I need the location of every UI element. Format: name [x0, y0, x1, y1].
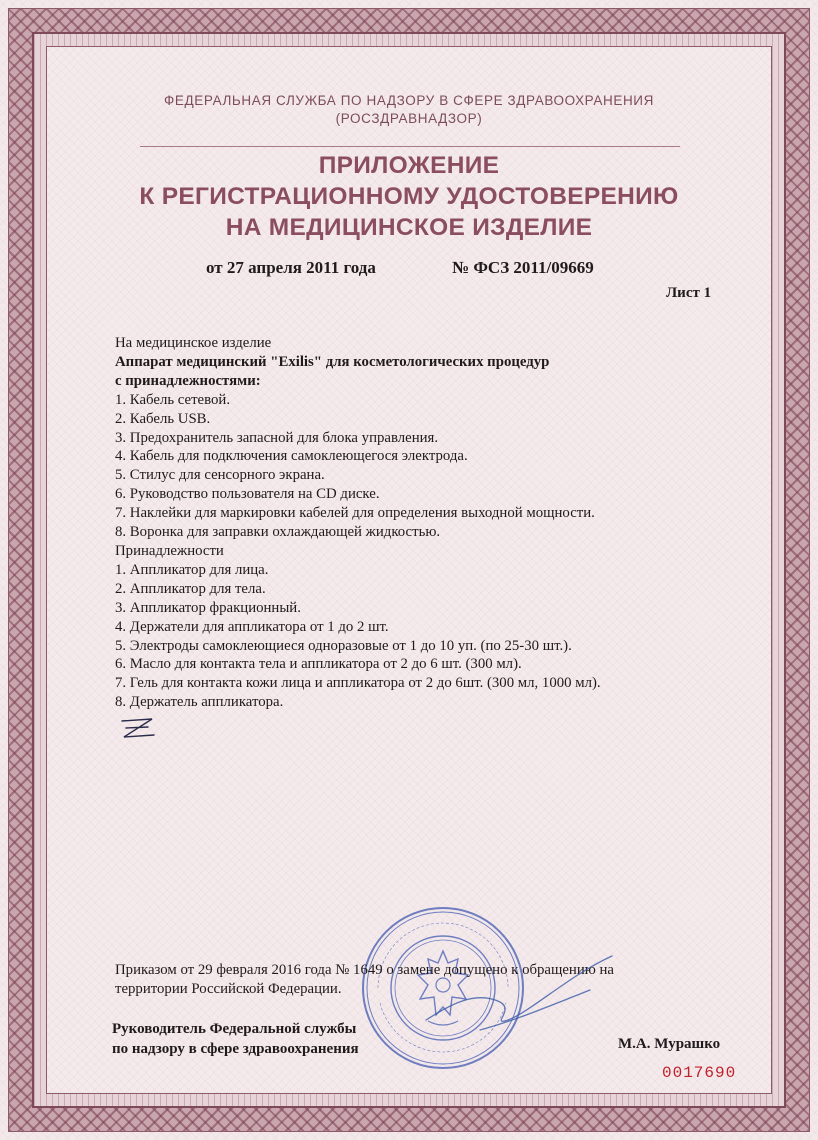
document-title-line2: К РЕГИСТРАЦИОННОМУ УДОСТОВЕРЕНИЮ	[139, 183, 679, 210]
agency-abbreviation: (РОСЗДРАВНАДЗОР)	[335, 111, 483, 126]
component-item: 8. Воронка для заправки охлаждающей жидкостью.	[115, 524, 441, 541]
signatory-title	[112, 1019, 359, 1059]
component-item: 5. Стилус для сенсорного экрана.	[115, 467, 325, 484]
signatory-name: М.А. Мурашко	[618, 1036, 721, 1052]
header-divider	[140, 146, 680, 147]
component-item: 7. Наклейки для маркировки кабелей для определения выходной мощности.	[115, 505, 595, 522]
accessory-item: 8. Держатель аппликатора.	[115, 694, 284, 711]
signatory-title-line2: по надзору в сфере здравоохранения	[112, 1041, 359, 1057]
component-item: 1. Кабель сетевой.	[115, 391, 231, 408]
component-item: 3. Предохранитель запасной для блока управления.	[115, 429, 439, 446]
device-intro: На медицинское изделие	[115, 335, 272, 351]
accessory-item: 6. Масло для контакта тела и аппликатора от 2 до 6 шт. (300 мл).	[115, 656, 522, 673]
registration-date: от 27 апреля 2011 года	[206, 258, 376, 277]
accessory-item: 1. Аппликатор для лица.	[115, 561, 269, 578]
handwritten-signature	[420, 950, 620, 1040]
component-item: 4. Кабель для подключения самоклеющегося электрода.	[115, 448, 468, 465]
accessories-heading: Принадлежности	[115, 542, 224, 559]
serial-number: 0017690	[662, 1064, 737, 1082]
order-line2: территории Российской Федерации.	[115, 981, 342, 997]
agency-name: ФЕДЕРАЛЬНАЯ СЛУЖБА ПО НАДЗОРУ В СФЕРЕ ЗДРАВООХРАНЕНИЯ	[164, 93, 654, 108]
accessory-item: 4. Держатели для аппликатора от 1 до 2 шт.	[115, 618, 389, 635]
device-name-line1: Аппарат медицинский "Exilis" для косметологических процедур	[115, 353, 550, 370]
component-item: 6. Руководство пользователя на CD диске.	[115, 486, 380, 503]
signatory-title-line1: Руководитель Федеральной службы	[112, 1021, 357, 1037]
accessory-item: 7. Гель для контакта кожи лица и аппликатора от 2 до 6шт. (300 мл, 1000 мл).	[115, 675, 601, 692]
end-of-list-z-mark	[118, 716, 158, 742]
device-name-line2: с принадлежностями:	[115, 372, 261, 389]
order-line1: Приказом от 29 февраля 2016 года № 1649 о замене допущено к обращению на	[115, 962, 615, 978]
accessory-item: 3. Аппликатор фракционный.	[115, 599, 301, 616]
document-title-line1: ПРИЛОЖЕНИЕ	[318, 152, 500, 179]
document-title-line3: НА МЕДИЦИНСКОЕ ИЗДЕЛИЕ	[225, 214, 593, 241]
order-note	[115, 961, 715, 999]
component-item: 2. Кабель USB.	[115, 410, 211, 427]
device-description	[115, 334, 715, 712]
registration-number: № ФСЗ 2011/09669	[452, 258, 594, 277]
accessory-item: 2. Аппликатор для тела.	[115, 580, 266, 597]
sheet-number: Лист 1	[666, 285, 712, 301]
accessory-item: 5. Электроды самоклеющиеся одноразовые от 1 до 10 уп. (по 25-30 шт.).	[115, 637, 572, 654]
